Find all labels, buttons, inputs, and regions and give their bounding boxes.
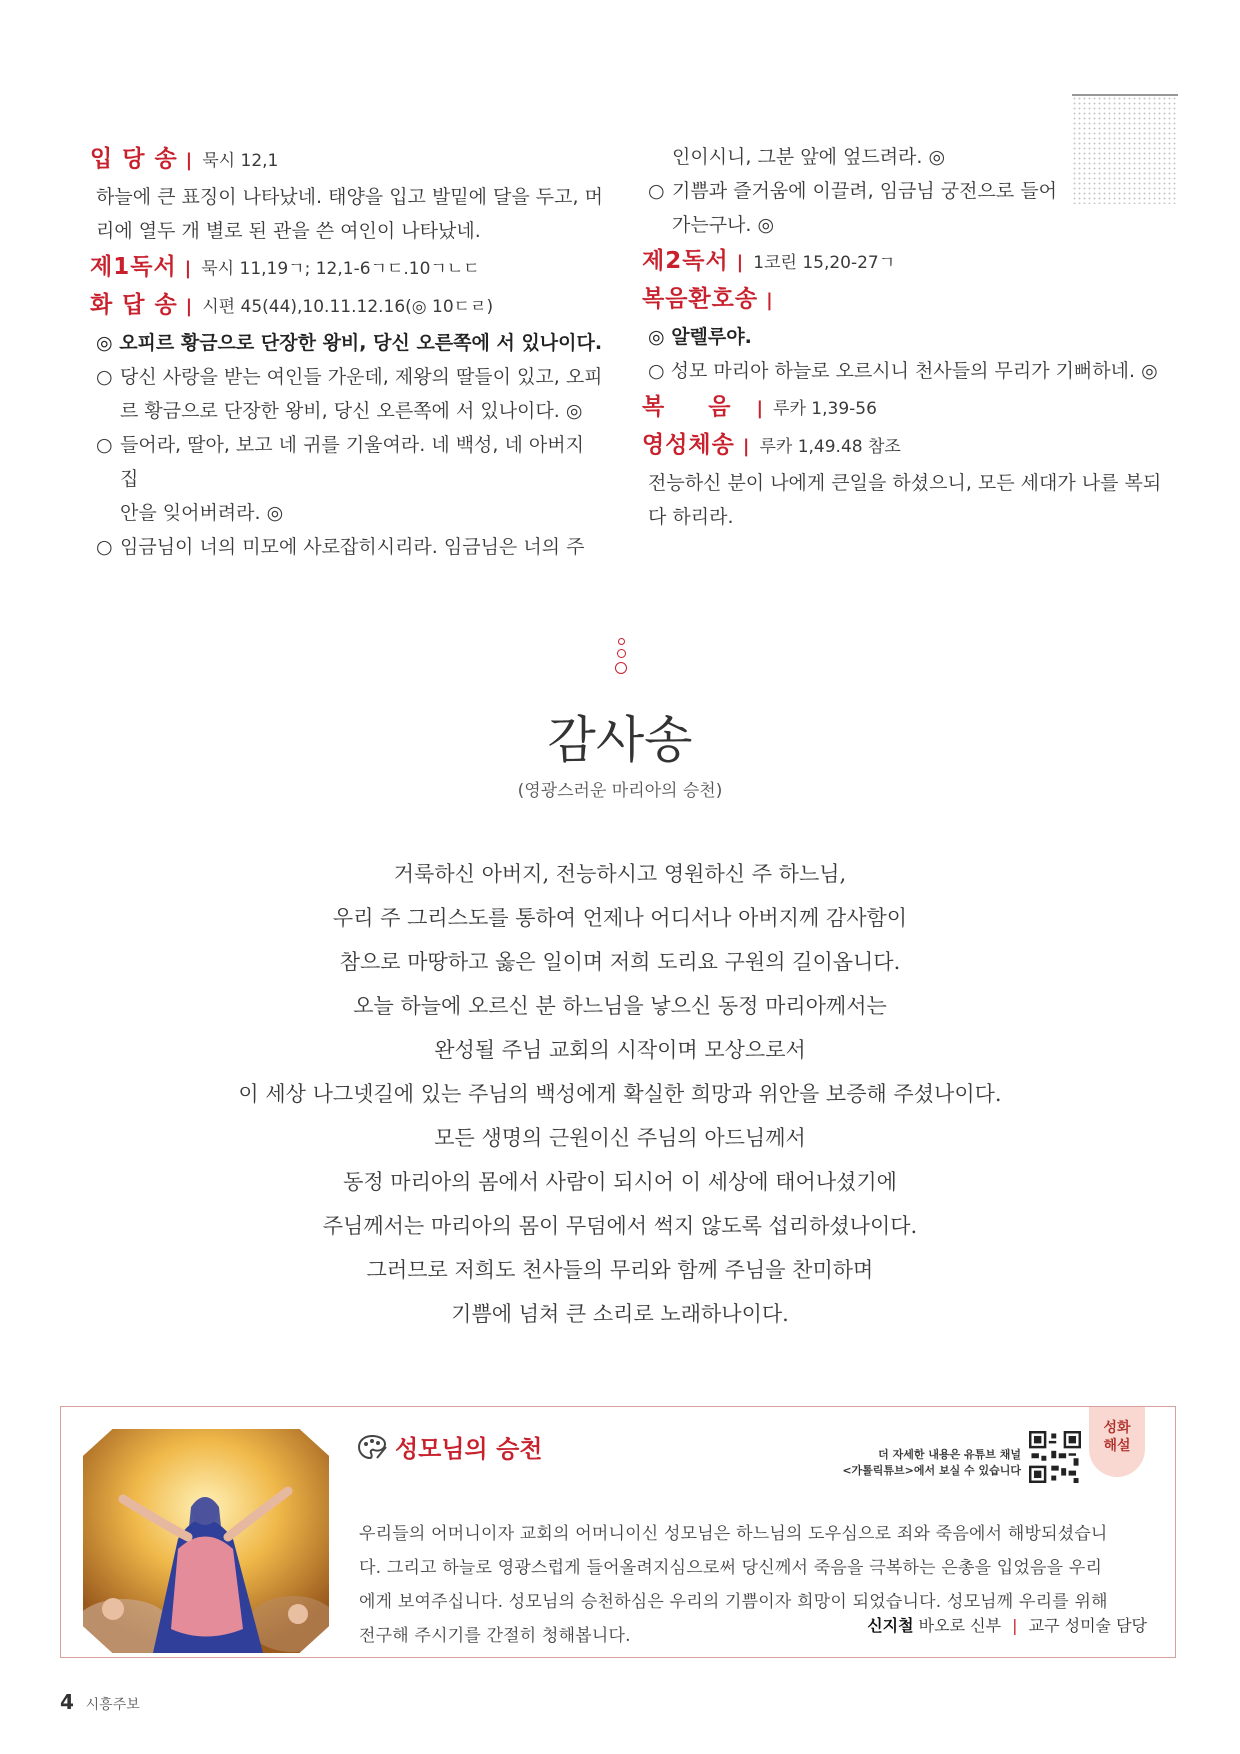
reading2-ref: 1코린 15,20-27ㄱ <box>753 253 896 273</box>
psalm-verse-2: ○ 들어라, 딸아, 보고 네 귀를 기울여라. 네 백성, 네 아버지 집 안을 잊어버려라. ◎ <box>96 434 584 524</box>
entrance-label: 입 당 송 <box>90 146 178 172</box>
author-dept: 교구 성미술 담당 <box>1028 1616 1147 1635</box>
art-title-text: 성모님의 승천 <box>395 1435 543 1463</box>
reading2-label: 제2독서 <box>642 248 729 274</box>
entrance-ref: 묵시 12,1 <box>202 151 279 171</box>
psalm-header: 화 답 송 | 시편 45(44),10.11.12.16(◎ 10ㄷㄹ) <box>90 288 605 324</box>
communion-label: 영성체송 <box>642 432 735 458</box>
page-footer <box>60 1690 140 1714</box>
entrance-text-1: 하늘에 큰 표징이 나타났네. 태양을 입고 발밑에 달을 두고, 머 <box>96 186 603 208</box>
reading1-header: 제1독서 | 묵시 11,19ㄱ; 12,1-6ㄱㄷ.10ㄱㄴㄷ <box>90 250 605 286</box>
preface-line: 참으로 마땅하고 옳은 일이며 저희 도리요 구원의 길이옵니다. <box>339 950 901 974</box>
art-commentary-badge: 성화 해설 <box>1089 1407 1145 1477</box>
art-title <box>357 1429 542 1464</box>
gospel-ref: 루카 1,39-56 <box>773 399 877 419</box>
preface-text <box>0 852 1240 1336</box>
psalm-response: ◎ 오피르 황금으로 단장한 왕비, 당신 오른쪽에 서 있나이다. <box>96 332 603 354</box>
psalm-verse-1: ○ 당신 사랑을 받는 여인들 가운데, 제왕의 딸들이 있고, 오피 르 황금으로 단장한 왕비, 당신 오른쪽에 서 있나이다. ◎ <box>96 366 603 422</box>
preface-line: 이 세상 나그넷길에 있는 주님의 백성에게 확실한 희망과 위안을 보증해 주셨나이다. <box>238 1082 1002 1106</box>
palette-icon <box>357 1434 387 1460</box>
art-commentary-box <box>60 1406 1176 1658</box>
youtube-note: 더 자세한 내용은 유튜브 채널 <가톨릭튜브>에서 보실 수 있습니다 <box>842 1448 1021 1477</box>
gospel-label: 복 음 <box>642 394 749 420</box>
preface-subtitle: (영광스러운 마리아의 승천) <box>517 781 723 801</box>
reading1-label: 제1독서 <box>90 254 177 280</box>
qr-code-icon[interactable] <box>1029 1431 1081 1483</box>
reading1-ref: 묵시 11,19ㄱ; 12,1-6ㄱㄷ.10ㄱㄴㄷ <box>201 259 480 279</box>
left-column <box>90 140 605 564</box>
entrance-text-2: 리에 열두 개 별로 된 관을 쓴 여인이 나타났네. <box>96 220 481 242</box>
alleluia-verse: ○ 성모 마리아 하늘로 오르시니 천사들의 무리가 기뻐하네. ◎ <box>648 360 1158 382</box>
magazine-name: 시흥주보 <box>85 1697 140 1713</box>
communion-text-2: 다 하리라. <box>648 506 734 528</box>
preface-line: 주님께서는 마리아의 몸이 무덤에서 썩지 않도록 섭리하셨나이다. <box>322 1214 918 1238</box>
psalm-label: 화 답 송 <box>90 292 178 318</box>
preface-line: 모든 생명의 근원이신 주님의 아드님께서 <box>434 1126 806 1150</box>
author-role: 바오로 신부 <box>918 1616 1002 1635</box>
preface-line: 그러므로 저희도 천사들의 무리와 함께 주님을 찬미하며 <box>366 1258 874 1282</box>
psalm-ref: 시편 45(44),10.11.12.16(◎ 10ㄷㄹ) <box>202 297 494 317</box>
assumption-painting <box>83 1429 329 1653</box>
gospel-header: 복 음 | 루카 1,39-56 <box>642 390 1162 426</box>
art-author: 신지철 바오로 신부 | 교구 성미술 담당 <box>867 1616 1147 1635</box>
preface-title: 감사송 <box>547 711 693 769</box>
page-number: 4 <box>60 1690 74 1714</box>
entrance-antiphon-header: 입 당 송 | 묵시 12,1 <box>90 142 605 178</box>
alleluia-label: 복음환호송 <box>642 286 759 312</box>
art-body-text: 우리들의 어머니이자 교회의 어머니이신 성모님은 하느님의 도우심으로 죄와 죽음에서 해방되셨습니 다. 그리고 하늘로 영광스럽게 들어올려지심으로써 당신께서 죽음을 극복하는 은총을 입었음을 우리 에게 보여주십니다. 성모님의 승천하심은 우리의 기쁨이자 희망이 되었습니다. 성모님께 우리를 위해 전구해 주시기를 간절히 청해봅니다. <box>359 1524 1108 1646</box>
psalm-verse-3-cont: 인이시니, 그분 앞에 엎드려라. ◎ <box>672 146 946 168</box>
psalm-verse-3: ○ 임금님이 너의 미모에 사로잡히시리라. 임금님은 너의 주 <box>96 536 585 558</box>
right-column <box>642 140 1162 534</box>
alleluia-response: ◎ 알렐루야. <box>648 326 752 348</box>
communion-header: 영성체송 | 루카 1,49.48 참조 <box>642 428 1162 464</box>
preface-line: 거룩하신 아버지, 전능하시고 영원하신 주 하느님, <box>393 862 847 886</box>
communion-text-1: 전능하신 분이 나에게 큰일을 하셨으니, 모든 세대가 나를 복되 <box>648 472 1162 494</box>
preface-line: 기쁨에 넘쳐 큰 소리로 노래하나이다. <box>451 1302 789 1326</box>
communion-ref: 루카 1,49.48 참조 <box>759 437 901 457</box>
preface-line: 우리 주 그리스도를 통하여 언제나 어디서나 아버지께 감사함이 <box>332 906 908 930</box>
circle-ornament-icon <box>614 638 628 678</box>
alleluia-header: 복음환호송 | <box>642 282 1162 318</box>
author-name: 신지철 <box>867 1616 914 1635</box>
preface-line: 완성될 주님 교회의 시작이며 모상으로서 <box>434 1038 806 1062</box>
preface-line: 동정 마리아의 몸에서 사람이 되시어 이 세상에 태어나셨기에 <box>343 1170 897 1194</box>
psalm-verse-4: ○ 기쁨과 즐거움에 이끌려, 임금님 궁전으로 들어 가는구나. ◎ <box>648 180 1057 236</box>
preface-line: 오늘 하늘에 오르신 분 하느님을 낳으신 동정 마리아께서는 <box>353 994 887 1018</box>
reading2-header: 제2독서 | 1코린 15,20-27ㄱ <box>642 244 1162 280</box>
